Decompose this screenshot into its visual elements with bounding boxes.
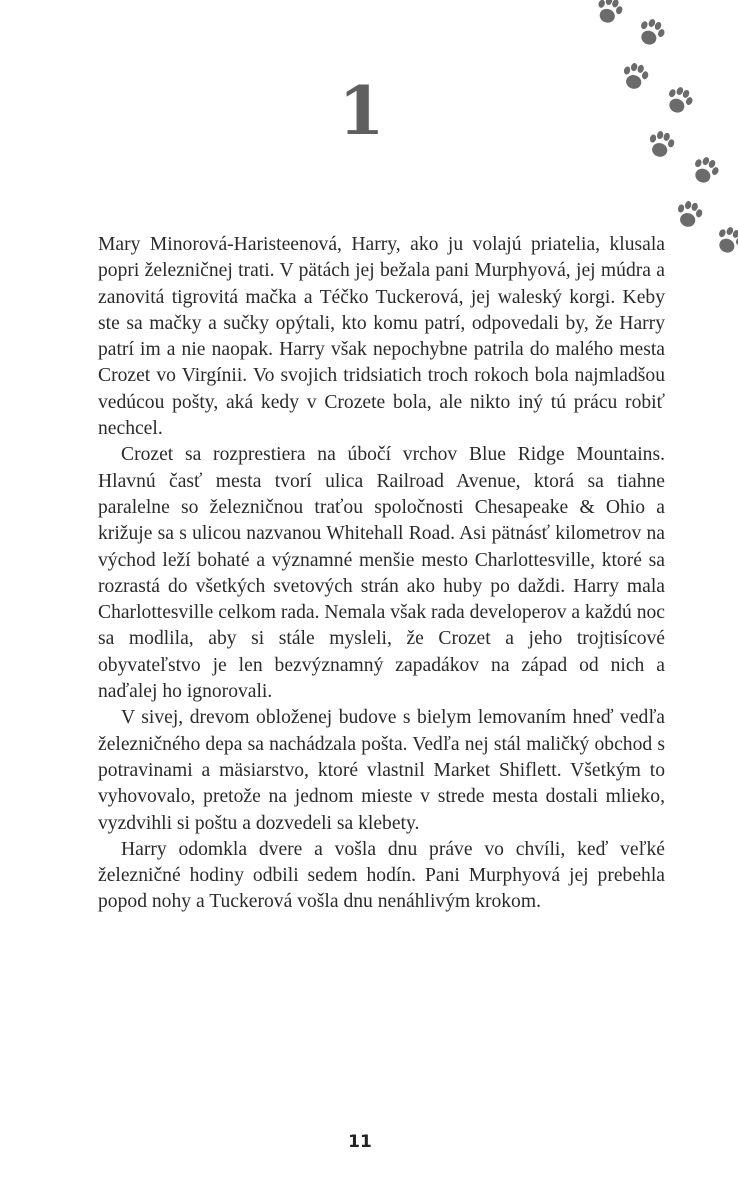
paragraph: Harry odomkla dvere a vošla dnu práve vo chvíli, keď veľké železničné hodiny odbili sedem hodín. Pani Murphyová jej prebehla popod nohy a Tuckerová vošla dnu nenáhlivým krokom.: [98, 838, 665, 913]
chapter-body: [98, 232, 665, 916]
paw-print-icon: [706, 218, 738, 263]
paragraph: V sivej, drevom obloženej budove s bielym lemovaním hneď vedľa železničného depa sa nachádzala pošta. Vedľa nej stál maličký obchod s potravinami a mäsiarstvo, ktoré vlastnil Market Shiflett. Všetkým to vyhovovalo, pretože na jednom mieste v strede mesta dostali mlieko, vyzdvihli si poštu a dozvedeli sa klebety.: [98, 707, 665, 834]
paw-print-icon: [587, 0, 631, 33]
paragraph: Crozet sa rozprestiera na úbočí vrchov Blue Ridge Mountains. Hlavnú časť mesta tvorí ulica Railroad Avenue, ktorá sa tiahne paralelne so železničnou traťou spoločnosti Chesapeake & Ohio a križuje sa s ulicou nazvanou Whitehall Road. Asi pätnásť kilometrov na východ leží bohaté a významné menšie mesto Charlottesville, ktoré sa rozrastá do všetkých svetových strán ako huby po daždi. Harry mala Charlottesville celkom rada. Nemala však rada developerov a každú noc sa modlila, aby si stále mysleli, že Crozet a jeho trojtisícové obyvateľstvo je len bezvýznamný zapadákov na západ od nich a naďalej ho ignorovali.: [98, 444, 665, 703]
paw-print-icon: [668, 194, 710, 236]
paw-print-icon: [628, 10, 673, 55]
paragraph: Mary Minorová-Haristeenová, Harry, ako ju volajú priatelia, klusala popri železničnej trati. V pätách jej bežala pani Murphyová, jej múdra a zanovitá tigrovitá mačka a Téčko Tuckerová, jej waleský korgi. Keby ste sa mačky a sučky opýtali, kto komu patrí, odpovedali by, že Harry patrí im a nie naopak. Harry však nepochybne patrila do malého mesta Crozet vo Virgínii. Vo svojich tridsiatich troch rokoch bola najmladšou vedúcou pošty, aká kedy v Crozete bola, ale nikto iný tú prácu robiť nechcel.: [98, 234, 665, 440]
page-number: 11: [348, 1132, 372, 1152]
chapter-number: 1: [338, 72, 386, 150]
paw-print-icon: [682, 148, 727, 193]
